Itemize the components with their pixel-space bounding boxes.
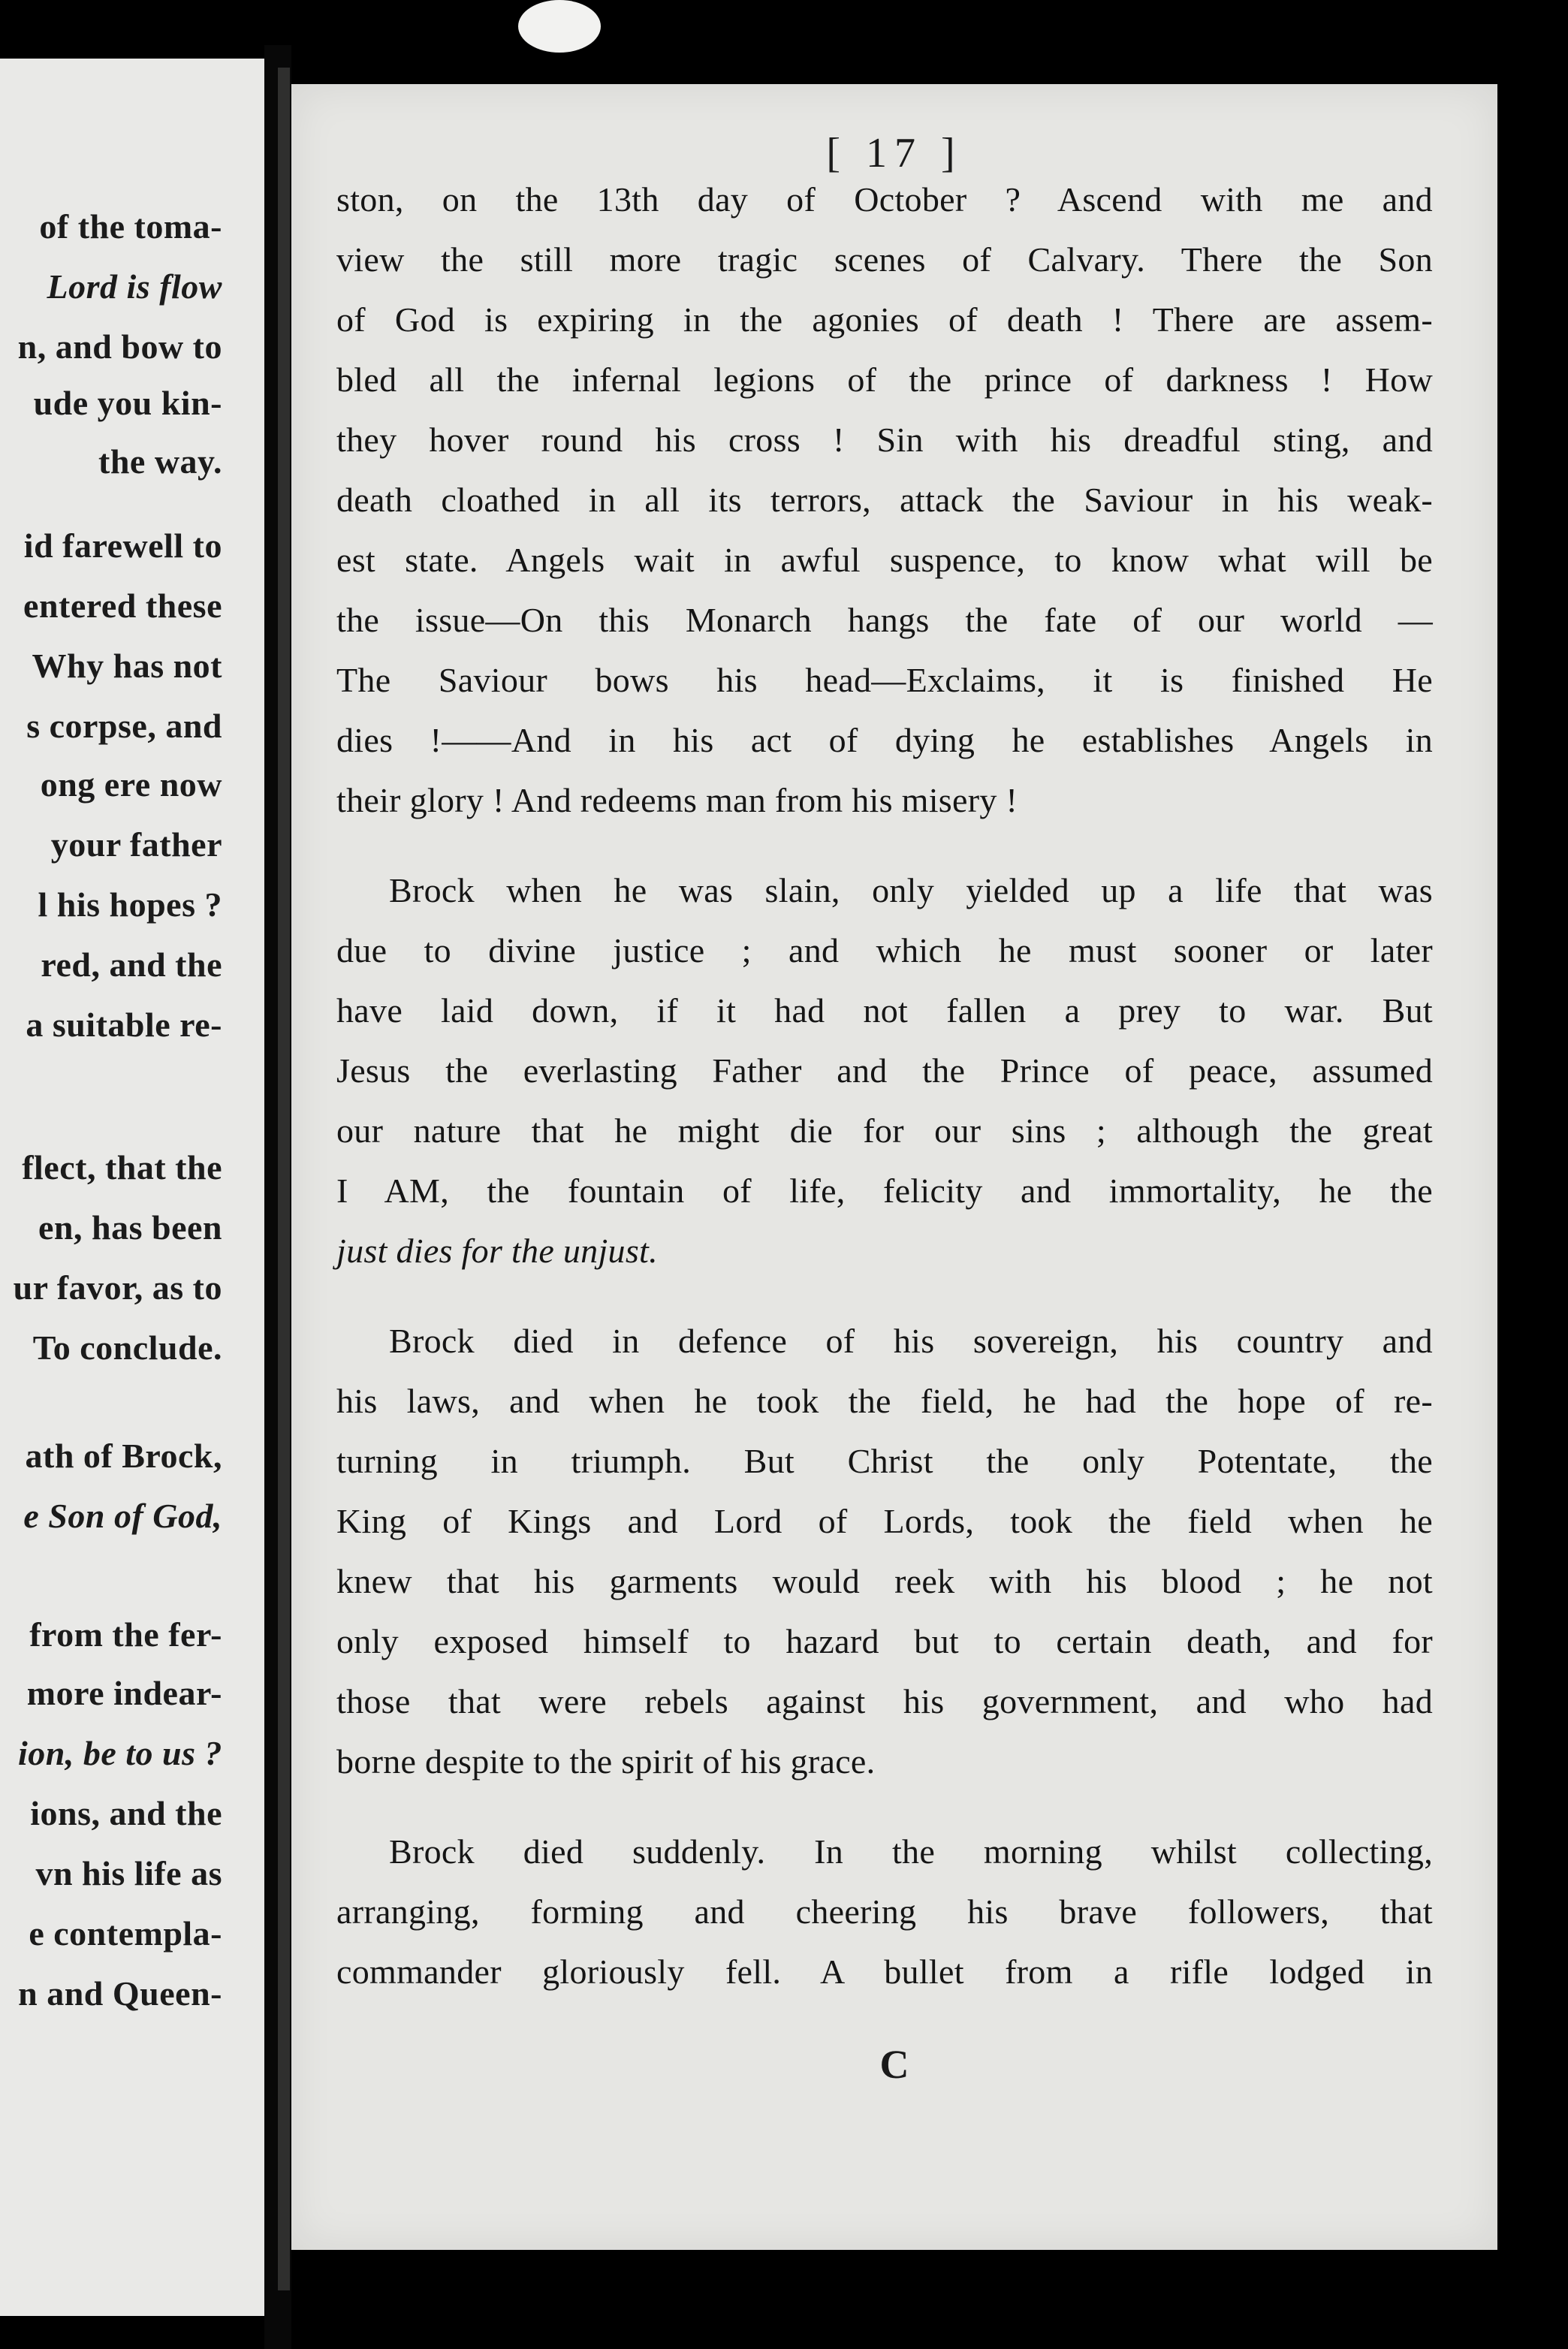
left-page-line: l his hopes ? [38,885,222,924]
body-text-line: borne despite to the spirit of his grace. [336,1742,876,1781]
left-page-line: n and Queen- [18,1974,222,2013]
left-page-line: ude you kin- [33,384,222,422]
body-text-line: The Saviour bows his head—Exclaims, it is finished He [336,661,1433,699]
body-text-line: of God is expiring in the agonies of death ! There are assem- [336,300,1433,339]
body-text-line: Brock died in defence of his sovereign, his country and [389,1322,1433,1360]
left-page-line: a suitable re- [26,1006,222,1044]
body-text-line: bled all the infernal legions of the prince of darkness ! How [336,360,1433,399]
body-text-line: view the still more tragic scenes of Calvary. There the Son [336,240,1433,279]
body-text-line: knew that his garments would reek with his blood ; he not [336,1562,1433,1600]
left-page-line: vn his life as [35,1854,222,1892]
left-page-line: en, has been [38,1208,222,1247]
left-page-line: the way. [98,442,222,481]
left-page-line: ong ere now [40,765,222,804]
body-text-line: our nature that he might die for our sins ; although the great [336,1111,1433,1150]
body-text-line: have laid down, if it had not fallen a prey to war. But [336,991,1433,1030]
paper-speck [518,0,601,53]
left-page-line: id farewell to [23,526,222,565]
left-page-line: s corpse, and [26,707,222,745]
facing-page-fragment [0,59,264,2316]
page-number-header: [ 17 ] [826,130,963,176]
left-page-line: Why has not [32,647,222,685]
left-page-line: from the fer- [29,1615,222,1654]
body-text-line: Jesus the everlasting Father and the Prince of peace, assumed [336,1051,1433,1090]
left-page-line: your father [50,825,222,864]
left-page-line: To conclude. [32,1328,222,1367]
body-text-line: I AM, the fountain of life, felicity and immortality, he the [336,1171,1433,1210]
left-page-line: ion, be to us ? [17,1734,222,1772]
body-text-line: his laws, and when he took the field, he had the hope of re- [336,1382,1433,1420]
left-page-line: ions, and the [30,1794,222,1832]
body-text-line: only exposed himself to hazard but to certain death, and for [336,1622,1433,1660]
body-text-line: their glory ! And redeems man from his misery ! [336,781,1018,819]
body-text-line: just dies for the unjust. [336,1232,658,1270]
body-text-line: arranging, forming and cheering his brave followers, that [336,1892,1433,1931]
signature-mark: C [879,2042,909,2087]
left-page-line: Lord is flow [47,267,222,306]
left-page-line: entered these [23,586,222,625]
left-page-line: more indear- [26,1674,222,1712]
body-text-line: Brock when he was slain, only yielded up a life that was [389,871,1433,909]
body-text-line: due to divine justice ; and which he must sooner or later [336,931,1433,969]
body-text-line: est state. Angels wait in awful suspence, to know what will be [336,541,1433,579]
book-page [291,84,1497,2250]
left-page-line: n, and bow to [17,327,222,366]
left-page-line: flect, that the [22,1148,222,1187]
left-page-line: ath of Brock, [25,1437,222,1475]
body-text-line: commander gloriously fell. A bullet from a rifle lodged in [336,1952,1433,1991]
left-page-line: e Son of God, [23,1497,222,1535]
body-text-line: Brock died suddenly. In the morning whilst collecting, [389,1832,1433,1871]
left-page-line: ur favor, as to [13,1268,222,1307]
body-text-line: turning in triumph. But Christ the only Potentate, the [336,1442,1433,1480]
body-text-line: those that were rebels against his government, and who had [336,1682,1433,1720]
left-page-line: e contempla- [29,1914,222,1952]
body-text-line: death cloathed in all its terrors, attack the Saviour in his weak- [336,481,1433,519]
body-text-line: they hover round his cross ! Sin with his dreadful sting, and [336,421,1433,459]
body-text-line: King of Kings and Lord of Lords, took the field when he [336,1502,1433,1540]
body-text-line: ston, on the 13th day of October ? Ascend with me and [336,180,1433,219]
body-text-line: dies !——And in his act of dying he establishes Angels in [336,721,1433,759]
left-page-line: red, and the [41,945,222,984]
left-page-line: of the toma- [39,207,222,246]
body-text-line: the issue—On this Monarch hangs the fate of our world — [336,601,1433,639]
gutter-shadow [278,68,290,2290]
